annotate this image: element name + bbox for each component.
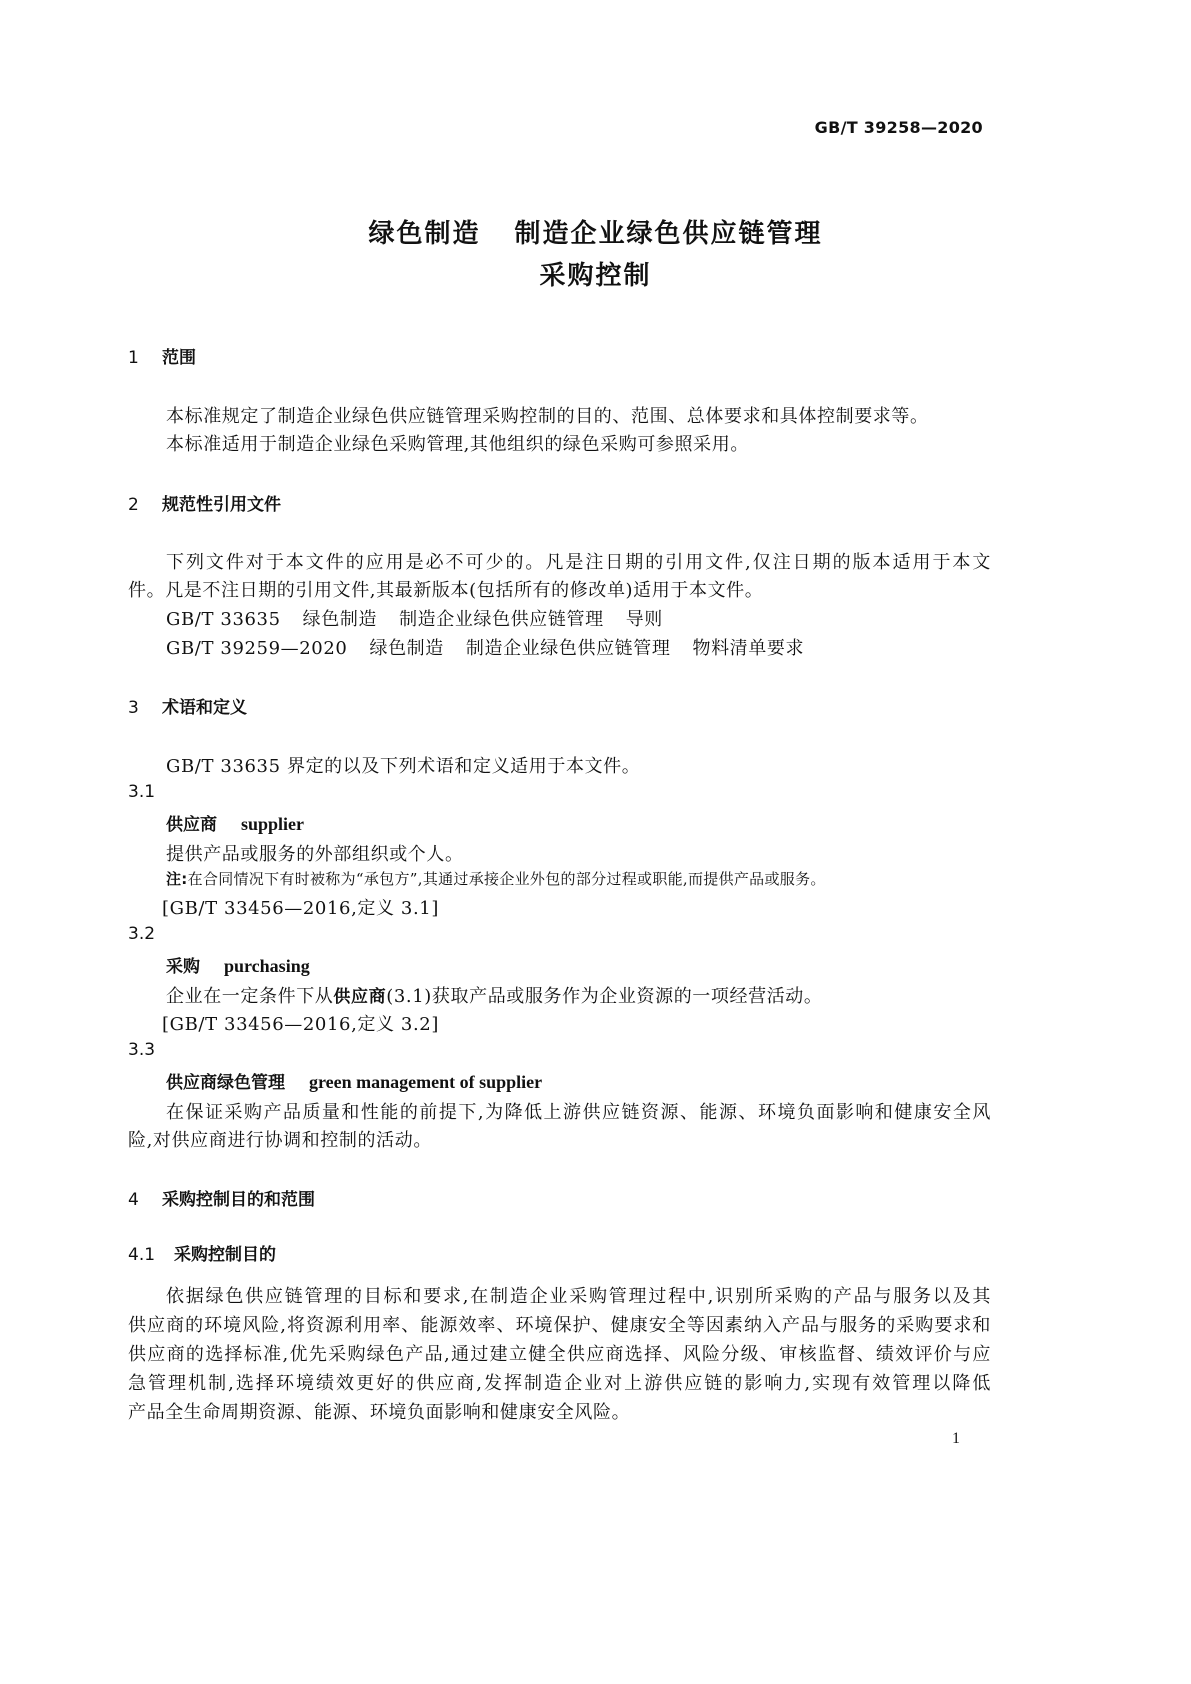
section-3-intro: GB/T 33635 界定的以及下列术语和定义适用于本文件。 (166, 756, 641, 777)
note-label: 注: (166, 870, 188, 888)
term-note (166, 868, 826, 889)
note-text: 在合同情况下有时被称为“承包方”,其通过承接企业外包的部分过程或职能,而提供产品或服务。 (187, 870, 826, 888)
term-english: purchasing (224, 956, 310, 976)
title-part2: 制造企业绿色供应链管理 (514, 219, 823, 249)
term-definition (166, 982, 823, 1008)
reference-part: 导则 (625, 609, 663, 630)
section-3-heading (128, 693, 247, 718)
term-english: green management of supplier (309, 1072, 543, 1092)
section-title: 规范性引用文件 (162, 495, 281, 515)
section-4-1-heading (128, 1240, 276, 1265)
standard-code: GB/T 39258—2020 (814, 118, 983, 137)
term-source: [GB/T 33456—2016,定义 3.2] (162, 1014, 439, 1035)
section-4-heading (128, 1185, 315, 1210)
term-entry (166, 952, 310, 977)
reference-part: 绿色制造 (369, 638, 444, 659)
reference-part: 制造企业绿色供应链管理 (465, 638, 671, 659)
reference-item (166, 605, 663, 631)
section-number: 4 (128, 1190, 139, 1210)
section-title: 采购控制目的和范围 (162, 1190, 315, 1210)
document-title-line2: 采购控制 (539, 261, 652, 291)
term-chinese: 供应商绿色管理 (166, 1073, 285, 1093)
term-number: 3.3 (128, 1040, 156, 1060)
section-1-paragraph-2: 本标准适用于制造企业绿色采购管理,其他组织的绿色采购可参照采用。 (166, 434, 749, 455)
section-1-paragraph-1: 本标准规定了制造企业绿色供应链管理采购控制的目的、范围、总体要求和具体控制要求等。 (166, 406, 929, 427)
title-part1: 绿色制造 (368, 219, 481, 249)
term-number: 3.1 (128, 782, 156, 802)
term-definition-line2: 险,对供应商进行协调和控制的活动。 (128, 1130, 432, 1151)
section-2-paragraph-line2: 件。凡是不注日期的引用文件,其最新版本(包括所有的修改单)适用于本文件。 (128, 580, 764, 601)
section-1-heading (128, 343, 196, 368)
section-2-heading (128, 490, 281, 515)
term-definition: 提供产品或服务的外部组织或个人。 (166, 844, 464, 865)
term-english: supplier (241, 814, 305, 834)
term-entry (166, 810, 304, 835)
term-chinese: 采购 (166, 957, 200, 977)
term-definition-line1: 在保证采购产品质量和性能的前提下,为降低上游供应链资源、能源、环境负面影响和健康安全风 (166, 1102, 991, 1123)
section-4-1-line: 供应商的选择标准,优先采购绿色产品,通过建立健全供应商选择、风险分级、审核监督、绩效评价与应 (128, 1344, 991, 1365)
section-number: 3 (128, 698, 139, 718)
document-title-line1 (0, 213, 1191, 250)
reference-code: GB/T 39259—2020 (166, 638, 348, 659)
section-number: 2 (128, 495, 139, 515)
reference-code: GB/T 33635 (166, 609, 281, 630)
reference-part: 物料清单要求 (692, 638, 805, 659)
section-4-1-line: 供应商的环境风险,将资源利用率、能源效率、环境保护、健康安全等因素纳入产品与服务的采购要求和 (128, 1315, 991, 1336)
section-4-1-line: 依据绿色供应链管理的目标和要求,在制造企业采购管理过程中,识别所采购的产品与服务以及其 (166, 1286, 991, 1307)
definition-text: (3.1)获取产品或服务作为企业资源的一项经营活动。 (386, 986, 823, 1007)
reference-item (166, 634, 804, 660)
term-entry (166, 1068, 542, 1093)
term-chinese: 供应商 (166, 815, 217, 835)
subsection-number: 4.1 (128, 1245, 156, 1265)
term-number: 3.2 (128, 924, 156, 944)
section-title: 范围 (162, 348, 196, 368)
section-2-paragraph-line1: 下列文件对于本文件的应用是必不可少的。凡是注日期的引用文件,仅注日期的版本适用于本文 (166, 552, 991, 573)
subsection-title: 采购控制目的 (174, 1245, 276, 1265)
page-number: 1 (952, 1430, 960, 1447)
reference-part: 绿色制造 (302, 609, 378, 630)
section-4-1-line: 产品全生命周期资源、能源、环境负面影响和健康安全风险。 (128, 1402, 631, 1423)
definition-text: 企业在一定条件下从 (166, 986, 334, 1007)
section-title: 术语和定义 (162, 698, 247, 718)
section-number: 1 (128, 348, 139, 368)
section-4-1-line: 急管理机制,选择环境绩效更好的供应商,发挥制造企业对上游供应链的影响力,实现有效管理以降低 (128, 1373, 991, 1394)
reference-part: 制造企业绿色供应链管理 (399, 609, 604, 630)
term-reference: 供应商 (333, 987, 387, 1007)
term-source: [GB/T 33456—2016,定义 3.1] (162, 898, 439, 919)
